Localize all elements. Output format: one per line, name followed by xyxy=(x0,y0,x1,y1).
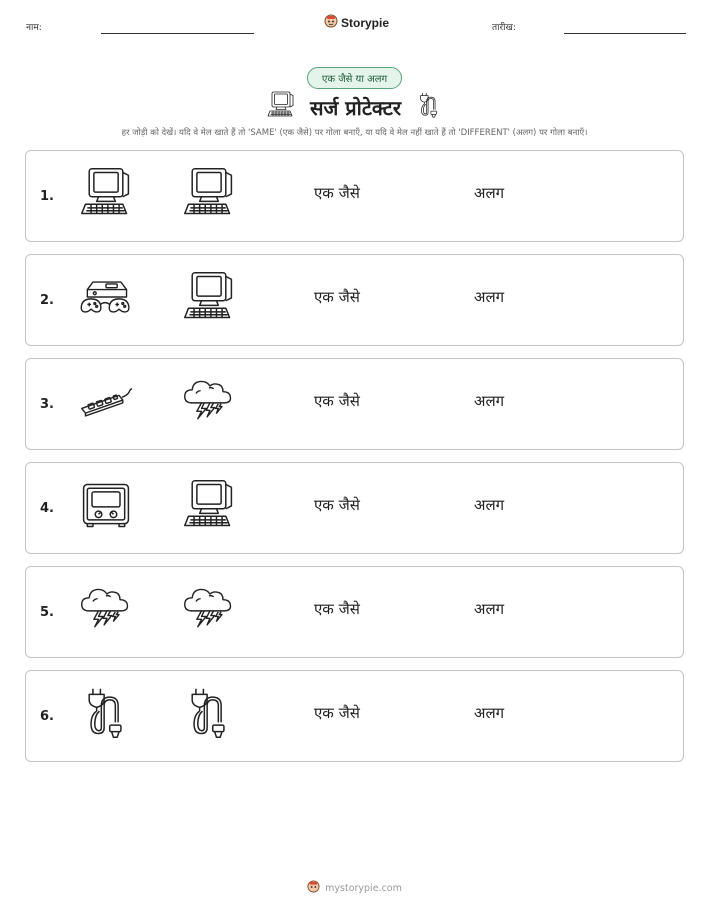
same-option[interactable]: एक जैसे xyxy=(314,184,360,202)
computer-icon xyxy=(181,267,237,327)
question-row-4 xyxy=(25,462,684,554)
same-option[interactable]: एक जैसे xyxy=(314,288,360,306)
date-label: तारीख: xyxy=(492,23,516,33)
question-row-6 xyxy=(25,670,684,762)
question-number: 3. xyxy=(40,397,54,412)
brand-name: Storypie xyxy=(341,15,390,30)
game-console-icon xyxy=(78,267,134,327)
name-label: नाम: xyxy=(26,23,42,33)
plug-icon xyxy=(415,90,443,124)
question-number: 4. xyxy=(40,501,54,516)
different-option[interactable]: अलग xyxy=(474,496,505,514)
page-title: सर्ज प्रोटेक्टर xyxy=(309,95,402,120)
question-number: 5. xyxy=(40,605,54,620)
power-strip-icon xyxy=(78,371,134,431)
instructions: हर जोड़ी को देखें। यदि वे मेल खाते हैं तो 'SAME' (एक जैसे) पर गोला बनाएँ, या यदि वे मेल नहीं खाते हैं तो 'DIFFERENT' (अलग) पर गोला बनाएँ। xyxy=(121,128,588,138)
footer xyxy=(0,880,709,896)
computer-icon xyxy=(78,163,134,223)
plug-icon xyxy=(181,683,237,743)
storm-cloud-icon xyxy=(78,579,134,639)
plug-icon xyxy=(78,683,134,743)
question-row-5 xyxy=(25,566,684,658)
date-field[interactable] xyxy=(564,33,686,34)
brand-logo xyxy=(324,13,389,32)
question-row-2 xyxy=(25,254,684,346)
storypie-mascot-icon xyxy=(307,880,320,896)
question-row-3 xyxy=(25,358,684,450)
microwave-icon xyxy=(78,475,134,535)
computer-icon xyxy=(266,90,296,124)
different-option[interactable]: अलग xyxy=(474,288,505,306)
storm-cloud-icon xyxy=(181,371,237,431)
storm-cloud-icon xyxy=(181,579,237,639)
same-option[interactable]: एक जैसे xyxy=(314,392,360,410)
same-option[interactable]: एक जैसे xyxy=(314,600,360,618)
same-option[interactable]: एक जैसे xyxy=(314,496,360,514)
computer-icon xyxy=(181,163,237,223)
title-row xyxy=(0,90,709,124)
different-option[interactable]: अलग xyxy=(474,184,505,202)
question-number: 6. xyxy=(40,709,54,724)
computer-icon xyxy=(181,475,237,535)
question-number: 1. xyxy=(40,189,54,204)
footer-url[interactable]: mystorypie.com xyxy=(325,882,402,894)
different-option[interactable]: अलग xyxy=(474,600,505,618)
name-field[interactable] xyxy=(101,33,254,34)
question-row-1 xyxy=(25,150,684,242)
different-option[interactable]: अलग xyxy=(474,704,505,722)
different-option[interactable]: अलग xyxy=(474,392,505,410)
same-option[interactable]: एक जैसे xyxy=(314,704,360,722)
storypie-mascot-icon xyxy=(324,13,338,32)
topic-badge: एक जैसे या अलग xyxy=(307,67,402,89)
question-number: 2. xyxy=(40,293,54,308)
